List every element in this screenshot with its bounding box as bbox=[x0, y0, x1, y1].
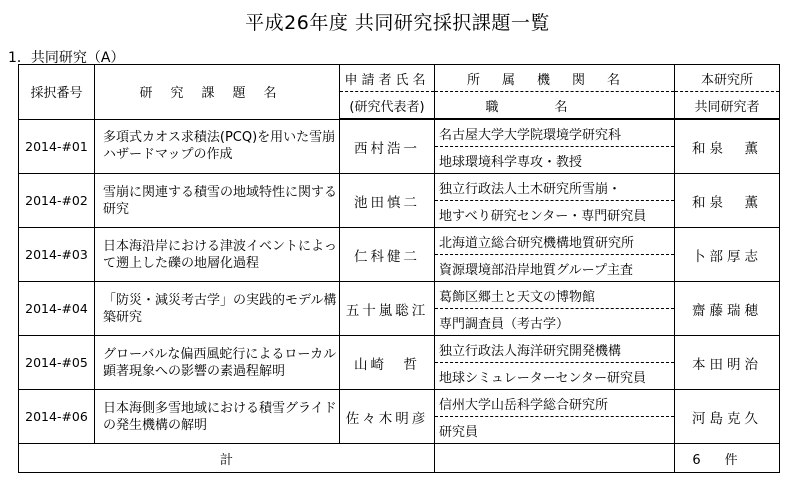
row-institute-member: 齋藤瑞穂 bbox=[675, 282, 780, 336]
row-number: 2014-#01 bbox=[19, 119, 95, 174]
row-theme: 日本海側多雪地域における積雪グライドの発生機構の解明 bbox=[95, 390, 340, 444]
row-organization: 独立行政法人海洋研究開発機構 bbox=[435, 336, 675, 363]
row-organization: 葛飾区郷土と天文の博物館 bbox=[435, 282, 675, 309]
section-heading: 1．共同研究（A） bbox=[8, 50, 125, 66]
header-rep: 申請者氏名 bbox=[340, 65, 435, 92]
row-organization: 独立行政法人土木研究所雪崩・ bbox=[435, 174, 675, 201]
header-rep-sub: (研究代表者) bbox=[340, 92, 435, 120]
row-post: 地すべり研究センター・専門研究員 bbox=[435, 201, 675, 228]
row-theme: 日本海沿岸における津波イベントによって遡上した礫の地層化過程 bbox=[95, 228, 340, 282]
table-row bbox=[19, 336, 780, 363]
row-number: 2014-#06 bbox=[19, 390, 95, 444]
row-representative: 佐々木明彦 bbox=[340, 390, 435, 444]
projects-table bbox=[18, 64, 780, 473]
row-theme: 多項式カオス求積法(PCQ)を用いた雪崩ハザードマップの作成 bbox=[95, 119, 340, 174]
row-institute-member: 卜部厚志 bbox=[675, 228, 780, 282]
header-org: 所属機関名 bbox=[435, 65, 675, 92]
row-theme: 雪崩に関連する積雪の地域特性に関する研究 bbox=[95, 174, 340, 228]
table-row bbox=[19, 282, 780, 309]
table-row bbox=[19, 119, 780, 147]
row-number: 2014-#04 bbox=[19, 282, 95, 336]
header-theme: 研究課題名 bbox=[95, 65, 340, 120]
row-number: 2014-#05 bbox=[19, 336, 95, 390]
row-institute-member: 和泉 薫 bbox=[675, 174, 780, 228]
row-post: 資源環境部沿岸地質グループ主査 bbox=[435, 255, 675, 282]
row-organization: 名古屋大学大学院環境学研究科 bbox=[435, 119, 675, 147]
row-theme: グローバルな偏西風蛇行によるローカル顕著現象への影響の素過程解明 bbox=[95, 336, 340, 390]
header-inst: 本研究所 bbox=[675, 65, 780, 92]
header-inst-sub: 共同研究者 bbox=[675, 92, 780, 120]
table-row bbox=[19, 228, 780, 255]
row-representative: 西村浩一 bbox=[340, 119, 435, 174]
row-post: 地球環境科学専攻・教授 bbox=[435, 147, 675, 174]
row-representative: 山崎 哲 bbox=[340, 336, 435, 390]
row-post: 研究員 bbox=[435, 417, 675, 444]
row-representative: 池田慎二 bbox=[340, 174, 435, 228]
row-organization: 北海道立総合研究機構地質研究所 bbox=[435, 228, 675, 255]
total-blank bbox=[435, 444, 675, 473]
row-representative: 仁科健二 bbox=[340, 228, 435, 282]
row-post: 地球シミュレーターセンター研究員 bbox=[435, 363, 675, 390]
table-row bbox=[19, 390, 780, 417]
row-institute-member: 本田明治 bbox=[675, 336, 780, 390]
row-post: 専門調査員（考古学） bbox=[435, 309, 675, 336]
page-title: 平成26年度 共同研究採択課題一覧 bbox=[245, 12, 550, 34]
total-value: 6件 bbox=[675, 444, 780, 473]
row-number: 2014-#03 bbox=[19, 228, 95, 282]
row-theme: 「防災・減災考古学」の実践的モデル構築研究 bbox=[95, 282, 340, 336]
total-label: 計 bbox=[19, 444, 435, 473]
row-organization: 信州大学山岳科学総合研究所 bbox=[435, 390, 675, 417]
total-row bbox=[19, 444, 780, 473]
header-no: 採択番号 bbox=[19, 65, 95, 120]
table-header bbox=[19, 65, 780, 120]
row-institute-member: 河島克久 bbox=[675, 390, 780, 444]
header-post: 職名 bbox=[435, 92, 675, 120]
table-row bbox=[19, 174, 780, 201]
row-representative: 五十嵐聡江 bbox=[340, 282, 435, 336]
row-number: 2014-#02 bbox=[19, 174, 95, 228]
table-body bbox=[19, 119, 780, 473]
row-institute-member: 和泉 薫 bbox=[675, 119, 780, 174]
